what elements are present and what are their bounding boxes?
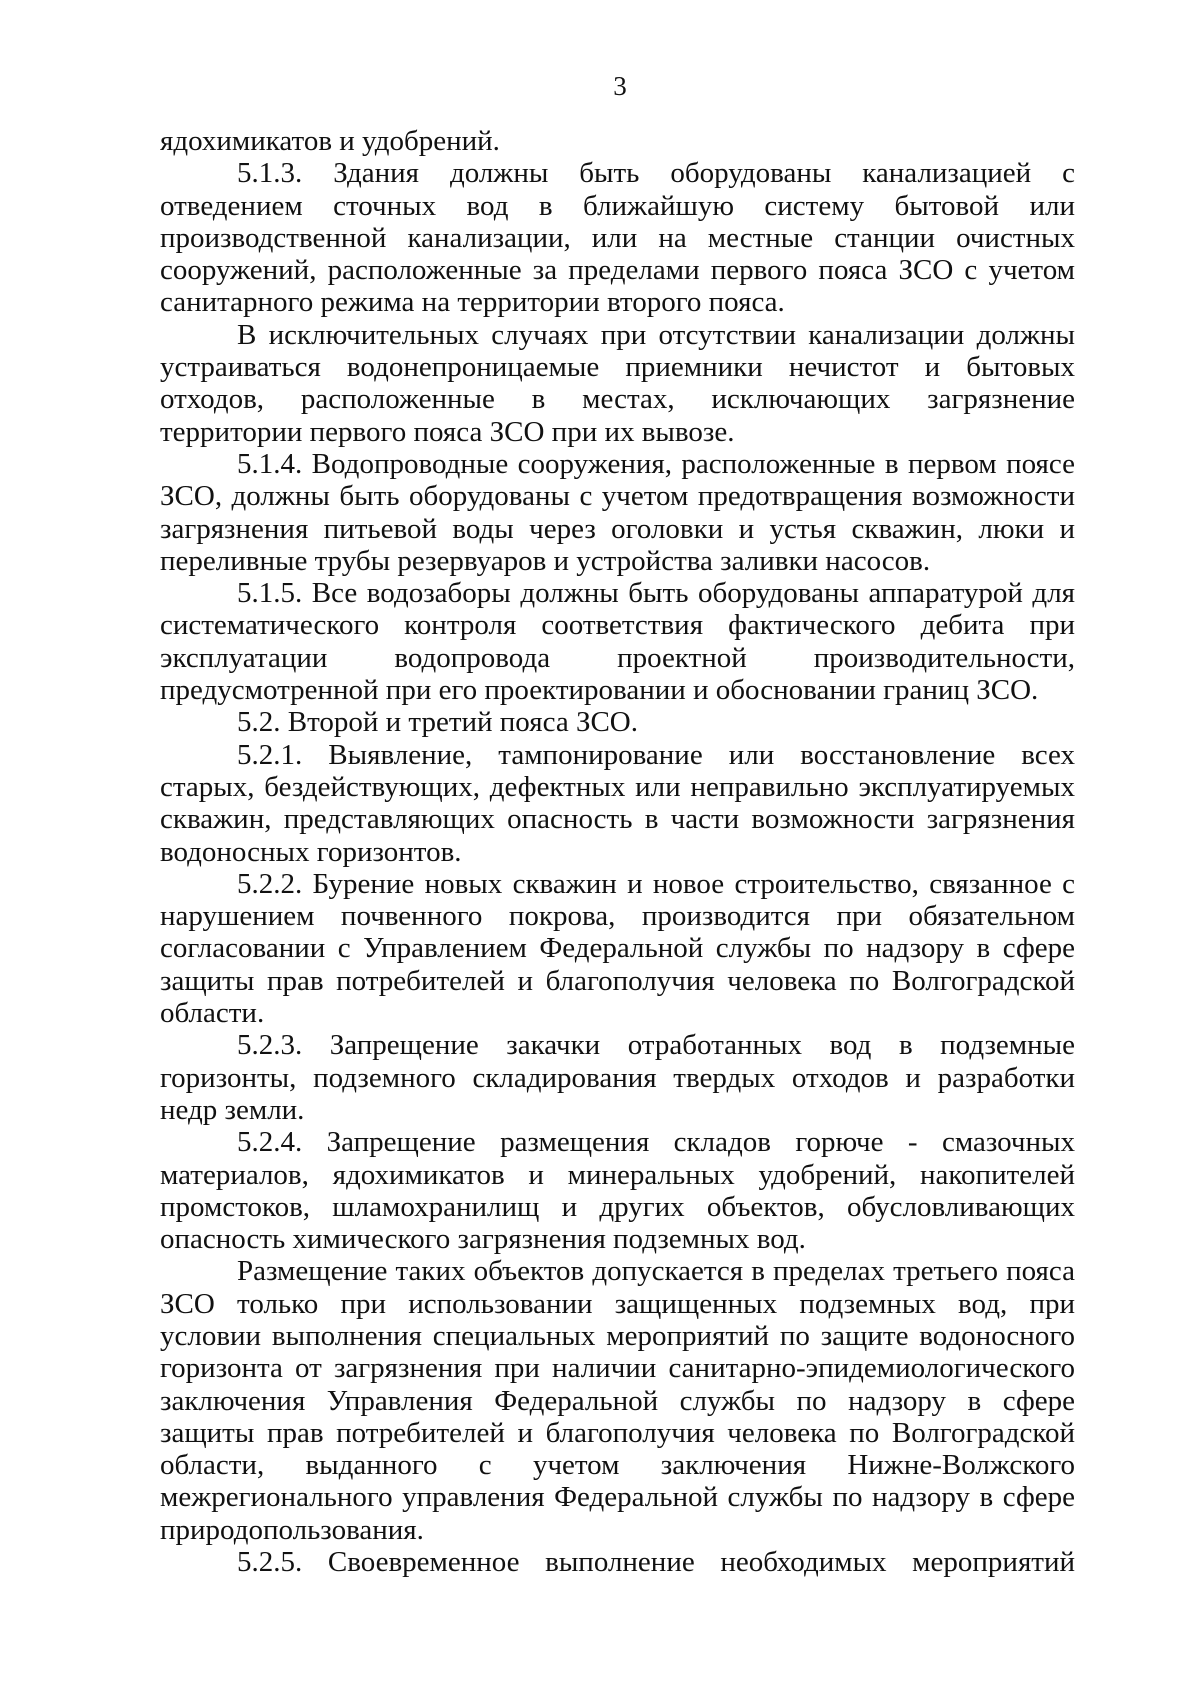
paragraph-placement-conditions: Размещение таких объектов допускается в пределах третьего пояса ЗСО только при использовании защищенных подземных вод, при условии выполнения специальных мероприятий по защите водоносного горизонта от загрязнения при наличии санитарно-эпидемиологического заключения Управления Федеральной службы по надзору в сфере защиты прав потребителей и благополучия человека по Волгоградской области, выданного с учетом заключения Нижне-Волжского межрегионального управления Федеральной службы по надзору в сфере природопользования. xyxy=(160,1255,1075,1546)
paragraph-5-2-1: 5.2.1. Выявление, тампонирование или восстановление всех старых, бездействующих, дефектных или неправильно эксплуатируемых скважин, представляющих опасность в части возможности загрязнения водоносных горизонтов. xyxy=(160,738,1075,868)
paragraph-5-2-5: 5.2.5. Своевременное выполнение необходимых мероприятий xyxy=(237,1546,1075,1579)
paragraph-5-2-2: 5.2.2. Бурение новых скважин и новое строительство, связанное с нарушением почвенного покрова, производится при обязательном согласовании с Управлением Федеральной службы по надзору в сфере защиты прав потребителей и благополучия человека по Волгоградской области. xyxy=(160,867,1075,1030)
paragraph-exceptional-cases: В исключительных случаях при отсутствии канализации должны устраиваться водонепроницаемые приемники нечистот и бытовых отходов, расположенные в местах, исключающих загрязнение территории первого пояса ЗСО при их вывозе. xyxy=(160,318,1075,448)
paragraph-5-1-5: 5.1.5. Все водозаборы должны быть оборудованы аппаратурой для систематического контроля соответствия фактического дебита при эксплуатации водопровода проектной производительности, предусмотренной при его проектировании и обосновании границ ЗСО. xyxy=(160,577,1075,707)
page-number: 3 xyxy=(613,71,627,101)
paragraph-5-2-3: 5.2.3. Запрещение закачки отработанных вод в подземные горизонты, подземного складирования твердых отходов и разработки недр земли. xyxy=(160,1029,1075,1126)
paragraph-continuation: ядохимикатов и удобрений. xyxy=(160,125,500,157)
paragraph-5-1-4: 5.1.4. Водопроводные сооружения, расположенные в первом поясе ЗСО, должны быть оборудованы с учетом предотвращения возможности загрязнения питьевой воды через оголовки и устья скважин, люки и переливные трубы резервуаров и устройства заливки насосов. xyxy=(160,447,1075,577)
section-heading-5-2: 5.2. Второй и третий пояса ЗСО. xyxy=(237,706,639,739)
paragraph-5-1-3: 5.1.3. Здания должны быть оборудованы канализацией с отведением сточных вод в ближайшую систему бытовой или производственной канализации, или на местные станции очистных сооружений, расположенные за пределами первого пояса ЗСО с учетом санитарного режима на территории второго пояса. xyxy=(160,157,1075,319)
paragraph-5-2-4: 5.2.4. Запрещение размещения складов горюче - смазочных материалов, ядохимикатов и минеральных удобрений, накопителей промстоков, шламохранилищ и других объектов, обусловливающих опасность химического загрязнения подземных вод. xyxy=(160,1126,1075,1256)
document-body xyxy=(160,125,1075,1578)
